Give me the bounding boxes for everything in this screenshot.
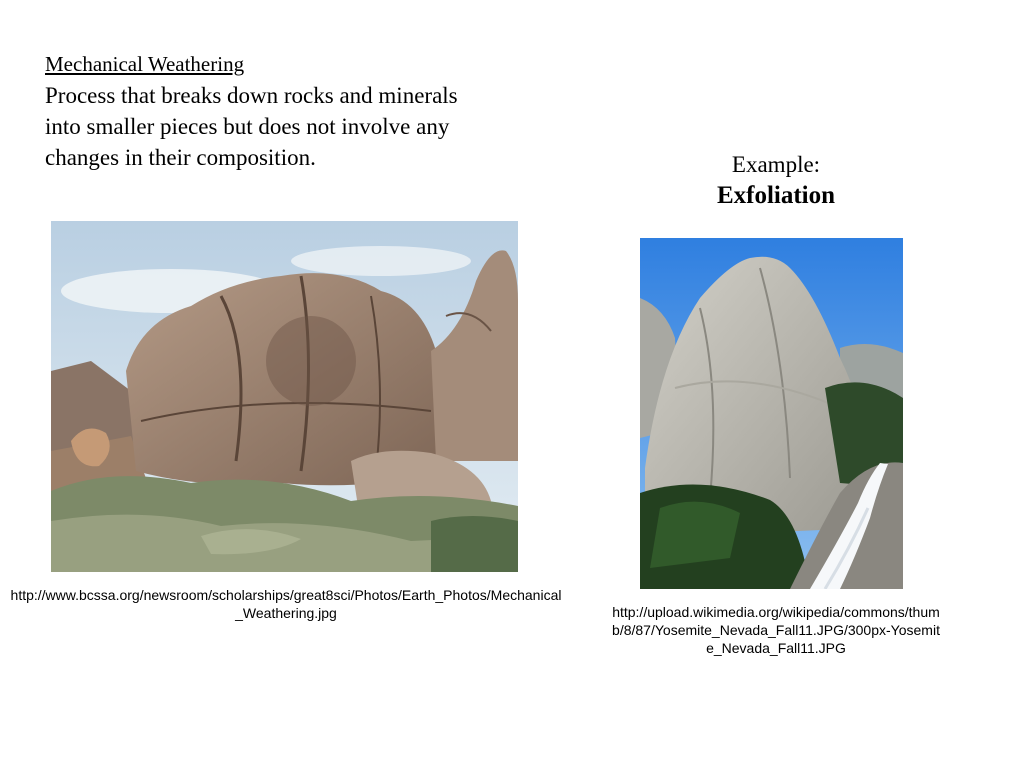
example-block [676,149,876,211]
definition-text: Process that breaks down rocks and minerals into smaller pieces but does not involve any changes in their composition. [45,83,458,170]
dome-image-source: http://upload.wikimedia.org/wikipedia/commons/thumb/8/87/Yosemite_Nevada_Fall11.JPG/300px-Yosemite_Nevada_Fall11.JPG [612,604,940,656]
rocks-image-source: http://www.bcssa.org/newsroom/scholarships/great8sci/Photos/Earth_Photos/Mechanical_Weathering.jpg [10,587,562,621]
exfoliation-photo [640,238,903,589]
example-label: Example: [731,152,821,177]
mechanical-weathering-photo [51,221,518,572]
example-term: Exfoliation [716,182,836,209]
slide-heading: Mechanical Weathering [45,52,245,76]
